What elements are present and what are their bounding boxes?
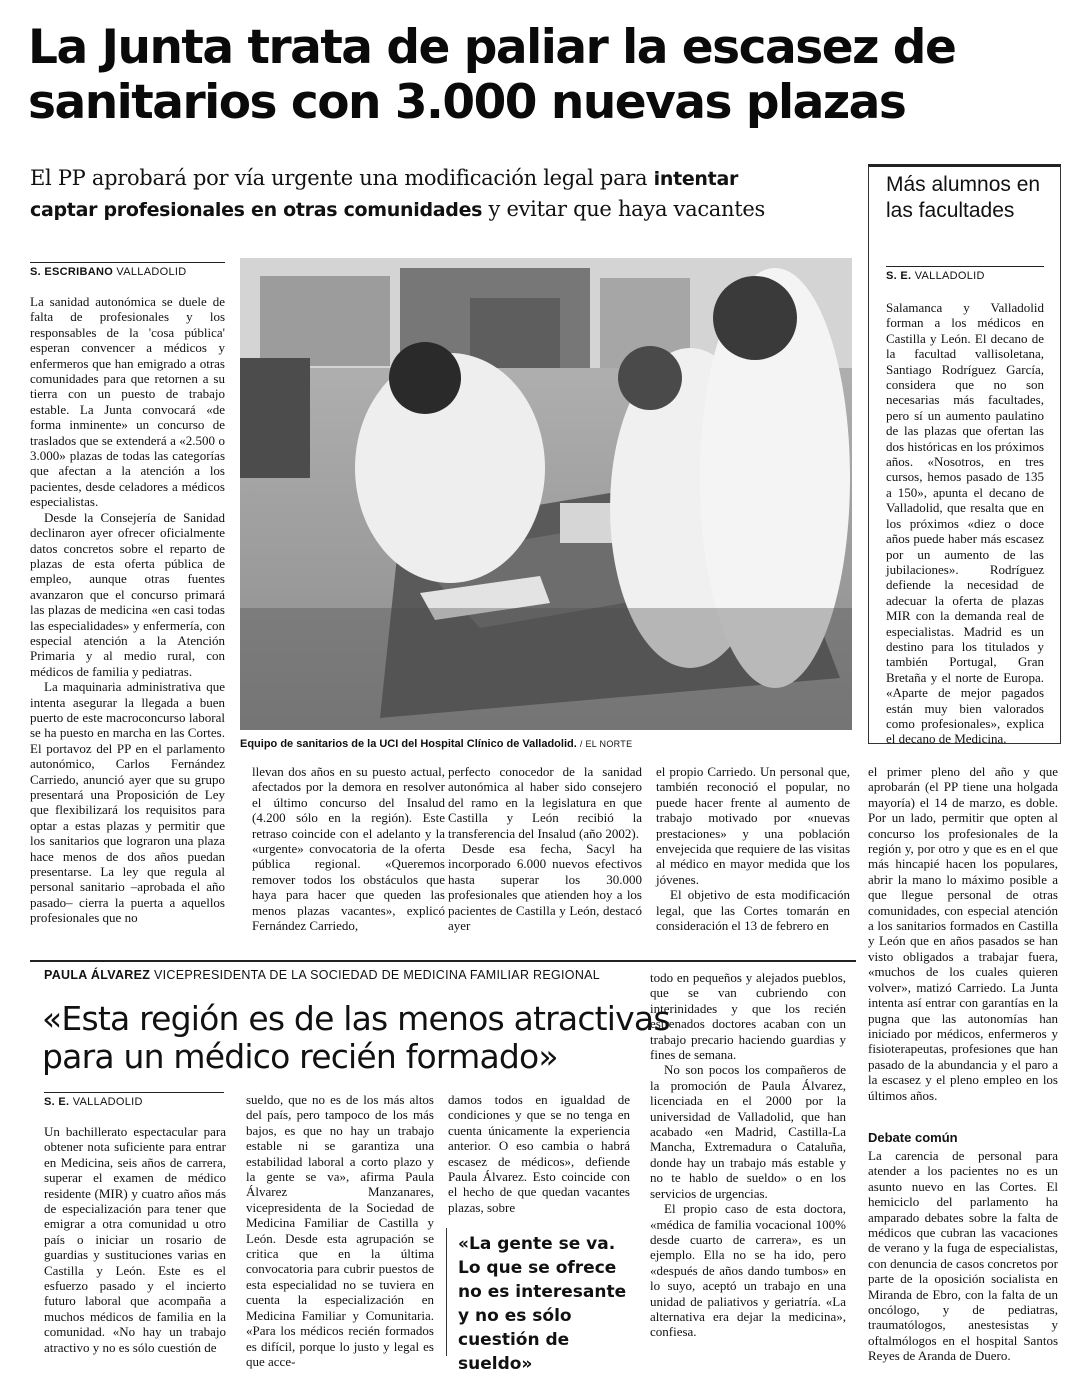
pullquote: «La gente se va. Lo que se ofrece no es interesante y no es sólo cuestión de sueldo»: [458, 1234, 627, 1374]
interview-name: PAULA ÁLVAREZ: [44, 968, 151, 982]
photo-caption-text: Equipo de sanitarios de la UCI del Hospital Clínico de Valladolid.: [240, 738, 577, 750]
interview-top-rule: [30, 960, 856, 962]
article-paragraph: Desde la Consejería de Sanidad declinaron ayer ofrecer oficialmente datos concretos sobre el reparto de plazas de esta oferta pública de empleo, aunque otras fuentes avanzaron que el concurso primará las plazas de medicina «en casi todas las especialidades» y enfermería, con especial atención a la Atención Primaria y al medio rural, con médicos de familia y pediatras.: [30, 509, 225, 679]
main-byline-place: VALLADOLID: [116, 266, 187, 278]
sidebar-byline: [886, 266, 1044, 282]
article-paragraph: el propio Carriedo. Un personal que, también reconoció el popular, no puede hacer frente al aumento de trabajo motivado por «nuevas prestaciones» y una población envejecida que requiere de las visitas al médico en mayor medida que los jóvenes.: [656, 764, 850, 887]
article-paragraph: el primer pleno del año y que aprobarán (el PP tiene una holgada mayoría) el 14 de marzo, es doble. Por un lado, permitir que opten al concurso los profesionales de la región y, por otro y que es en el que más hincapié hacen los populares, abrir la mano lo máximo posible a que llegue personal de otras comunidades, con especial atención a los sanitarios formados en Castilla y León que en años pasados se han visto obligados a trabajar fuera, «muchos de los cuales quieren volver», matizó Carriedo. La Junta intenta así entrar con garantías en la pugna que las autonomías han iniciado por médicos, enfermeros y fisioterapeutas, profesiones que han pasado de la abundancia y el paro a la escasez y el pleno empleo en los últimos años.: [868, 764, 1058, 1103]
article-paragraph: El objetivo de esta modificación legal, que las Cortes tomarán en consideración el 13 de febrero en: [656, 887, 850, 934]
deck-bold-1: intentar: [653, 168, 739, 190]
article-paragraph: perfecto conocedor de la sanidad autonómica al haber sido consejero del ramo en la legislatura en que Castilla y León recibió la transferencia del Insalud (año 2002).: [448, 764, 642, 841]
article-paragraph: Desde esa fecha, Sacyl ha incorporado 6.000 nuevos efectivos hasta superar los 30.000 profesionales que atienden hoy a los pacientes de Castilla y León, destacó ayer: [448, 841, 642, 934]
main-byline: [30, 262, 225, 278]
interview-headline: [42, 1000, 672, 1076]
article-paragraph: llevan dos años en su puesto actual, afectados por la demora en resolver el último concurso del Insalud (4.200 sólo en la región). Este retraso coincide con el adelanto y la «urgente» convocatoria de la oferta pública regional. «Queremos remover todos los obstáculos que haya para hacer que queden las menos plazas vacantes», explicó Fernández Carriedo,: [252, 764, 445, 934]
sidebar-byline-place: VALLADOLID: [914, 270, 985, 282]
interview-byline: [44, 1092, 224, 1108]
sidebar-paragraph: Salamanca y Valladolid forman a los médicos en Castilla y León. El decano de la facultad vallisoletana, Santiago Rodríguez García, considera que no son necesarias más facultades, pero sí un aumento paulatino de las plazas que ofertan las dos históricas en los próximos años. «Nosotros, en tres cursos, hemos pasado de 135 a 150», apunta el decano de Valladolid, que resalta que en los próximos «diez o doce años puede haber más escasez por un aumento de las jubilaciones». Rodríguez defiende la necesidad de adecuar la oferta de plazas MIR con la demanda real de especialistas. Madrid es un destino para los titulados y también Portugal, Gran Bretaña y el norte de Europa. «Aparte de mejor pagados están muy bien valorados como profesionales», explica el decano de Medicina.: [886, 300, 1044, 747]
article-photo: [240, 258, 852, 730]
sidebar-title: Más alumnos en las facultades: [886, 173, 1041, 222]
interview-headline-line-2: para un médico recién formado»: [42, 1037, 558, 1076]
interview-column-2: [246, 1092, 434, 1369]
interview-headline-line-1: «Esta región es de las menos atractivas: [42, 999, 670, 1038]
interview-paragraph: El propio caso de esta doctora, «médica de familia vocacional 100% desde cuarto de carrera», es un ejemplo. Ella no se ha ido, pero «después de años dando tumbos» en lo suyo, aceptó un trabajo en una unidad de paliativos y geriatría. «La alternativa era dejar la medicina», confiesa.: [650, 1201, 846, 1340]
headline-line-2: sanitarios con 3.000 nuevas plazas: [28, 75, 906, 130]
article-column-5: [868, 764, 1058, 1103]
interview-byline-place: VALLADOLID: [72, 1096, 143, 1108]
photo-caption: [240, 738, 852, 750]
article-paragraph: La maquinaria administrativa que intenta asegurar la llegada a buen puerto de este macroconcurso laboral se ha puesto en marcha en las Cortes. El portavoz del PP en el parlamento autonómico, Carlos Fernández Carriedo, anunció ayer que su grupo presentará una Proposición de Ley que flexibilizará los requisitos para optar a estas plazas y permitir que los sanitarios que lograron una plaza hace menos de dos años puedan presentarse. La ley que regula al personal sanitario –aprobada el año pasado– cierra la puerta a aquellos profesionales que no: [30, 679, 225, 926]
article-column-3: [448, 764, 642, 933]
interview-role: VICEPRESIDENTA DE LA SOCIEDAD DE MEDICINA FAMILIAR REGIONAL: [154, 968, 601, 982]
sidebar-byline-author: S. E.: [886, 270, 912, 282]
debate-paragraph: La carencia de personal para atender a los pacientes no es un asunto nuevo en las Cortes. El hemiciclo del parlamento ha amparado debates sobre la falta de médicos que cubran las vacaciones de verano y la fuga de especialistas, con denuncia de casos concretos por parte de la oposición socialista en Miranda de Ebro, con la falta de un oncólogo, y de pediatras, traumatólogos, anestesistas y oftalmólogos en el hospital Santos Reyes de Aranda de Duero.: [868, 1148, 1058, 1364]
article-column-4: [656, 764, 850, 933]
debate-text: [868, 1148, 1058, 1364]
headline-line-1: La Junta trata de paliar la escasez de: [28, 20, 956, 75]
sidebar-text: [886, 300, 1044, 747]
interview-paragraph: Un bachillerato espectacular para obtener nota suficiente para entrar en Medicina, seis años de carrera, superar el examen de médico residente (MIR) y cuatro años más de especialización para tener que emigrar a otra comunidad u otro país o iniciar un rosario de guardias y sustituciones varias en Castilla y León. Este es el esfuerzo pasado y el incierto futuro laboral que acompaña a muchos médicos de familia en la comunidad. «No hay un trabajo atractivo y no es sólo cuestión de: [44, 1124, 226, 1355]
interview-paragraph: No son pocos los compañeros de la promoción de Paula Álvarez, licenciada en el 2000 por la universidad de Valladolid, que han acabado «en Madrid, Castilla-La Mancha, Extremadura o Cataluña, donde hay un trabajo más estable y no te hablo de sueldo» o en los servicios de urgencias.: [650, 1062, 846, 1201]
article-paragraph: La sanidad autonómica se duele de falta de profesionales y los responsables de la 'cosa pública' esperan convencer a médicos y enfermeros que han emigrado a otras comunidades para que retornen a su tierra con un puesto de trabajo estable. La Junta convocará «de forma inminente» un concurso de traslados que se extenderá a «2.500 o 3.000» plazas de todas las categorías que afectan a la atención a los pacientes, desde celadores a médicos especialistas.: [30, 294, 225, 510]
article-column-1: [30, 294, 225, 934]
interview-column-4: [650, 970, 846, 1340]
interview-column-3: [448, 1092, 630, 1215]
interview-paragraph: damos todos en igualdad de condiciones y que se no tenga en cuenta únicamente la experiencia anterior. O eso cambia o habrá escasez de médicos», defiende Paula Álvarez. Esto coincide con el hecho de que quedan vacantes plazas, sobre: [448, 1092, 630, 1215]
headline: [28, 20, 1068, 130]
photo-credit: / EL NORTE: [579, 739, 633, 749]
interview-paragraph: todo en pequeños y alejados pueblos, que se van cubriendo con interinidades y que los recién estrenados doctores acaban con un trabajo precario haciendo guardias y fines de semana.: [650, 970, 846, 1063]
interview-byline-author: S. E.: [44, 1096, 70, 1108]
interview-header: [44, 968, 664, 982]
deck-bold-2: captar profesionales en otras comunidades: [30, 199, 483, 221]
debate-subhead: Debate común: [868, 1130, 958, 1145]
deck: [30, 163, 860, 225]
pullquote-rule: [446, 1228, 447, 1356]
main-byline-author: S. ESCRIBANO: [30, 266, 114, 278]
article-column-2: [252, 764, 445, 933]
deck-part-2: y evitar que haya vacantes: [482, 197, 765, 221]
interview-paragraph: sueldo, que no es de los más altos del país, pero tampoco de los más bajos, es que no hay un trabajo estable ni se garantiza una estabilidad laboral a corto plazo y la gente se va», afirma Paula Álvarez Manzanares, vicepresidenta de la Sociedad de Medicina Familiar de Castilla y León. Desde esta agrupación se critica que en la última convocatoria para cubrir puestos de esta especialidad no se tuviera en cuenta la especialización en Medicina Familiar y Comunitaria. «Para los médicos recién formados es difícil, porque lo justo y legal es que acce-: [246, 1092, 434, 1369]
photo-illustration: [240, 258, 852, 730]
interview-column-1: [44, 1124, 226, 1355]
deck-part-1: El PP aprobará por vía urgente una modificación legal para: [30, 166, 654, 190]
